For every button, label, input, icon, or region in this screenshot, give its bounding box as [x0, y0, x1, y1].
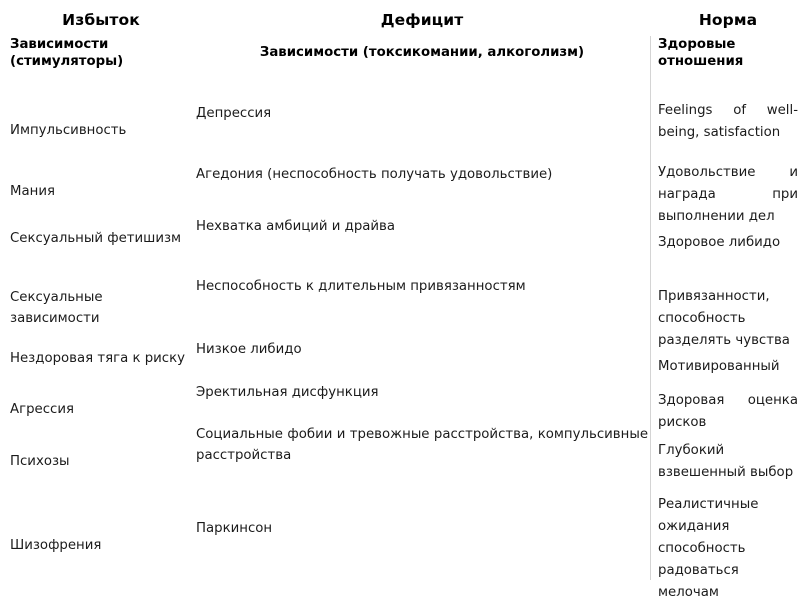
table-cell: Социальные фобии и тревожные расстройства, компульсивные расстройства	[196, 427, 648, 463]
column-subtitle-norm: Здоровые отношения	[658, 37, 744, 69]
table-cell: Привязанности, способность разделять чувства	[658, 289, 790, 348]
table-cell: Низкое либидо	[196, 342, 302, 357]
table-cell: Сексуальный фетишизм	[10, 231, 182, 246]
column-subtitle-deficit: Зависимости (токсикомании, алкоголизм)	[259, 45, 585, 60]
column-divider	[650, 36, 651, 580]
column-excess	[10, 0, 192, 553]
table-cell: Нездоровая тяга к риску	[10, 351, 186, 366]
table-cell: Неспособность к длительным привязанностям	[196, 279, 526, 294]
table-cell: Реалистичные ожидания способность радоваться мелочам	[658, 497, 759, 600]
table-cell: Feelings of well-being, satisfaction	[658, 103, 798, 140]
table-cell: Агрессия	[10, 402, 74, 417]
table-cell: Нехватка амбиций и драйва	[196, 219, 396, 234]
table-cell: Мотивированный	[658, 359, 780, 374]
table-cell: Эректильная дисфункция	[196, 385, 379, 400]
table-cell: Сексуальные зависимости	[10, 290, 103, 326]
table-cell: Здоровая оценка рисков	[658, 393, 798, 430]
column-title-excess: Избыток	[62, 11, 140, 29]
table-cell: Глубокий взвешенный выбор	[658, 443, 794, 480]
column-title-deficit: Дефицит	[380, 11, 464, 29]
table-cell: Мания	[10, 184, 55, 199]
table-cell: Паркинсон	[196, 521, 273, 536]
column-title-norm: Норма	[698, 11, 758, 29]
table-cell: Депрессия	[196, 106, 272, 121]
table-cell: Шизофрения	[10, 538, 102, 553]
column-deficit	[196, 0, 648, 536]
table-cell: Импульсивность	[10, 123, 127, 138]
column-norm	[658, 0, 798, 600]
table-cell: Удовольствие и награда при выполнении дел	[658, 165, 798, 224]
table-cell: Здоровое либидо	[658, 235, 781, 250]
table-cell: Агедония (неспособность получать удовольствие)	[196, 167, 553, 182]
table-cell: Психозы	[10, 454, 70, 469]
column-subtitle-excess: Зависимости (стимуляторы)	[10, 37, 124, 69]
